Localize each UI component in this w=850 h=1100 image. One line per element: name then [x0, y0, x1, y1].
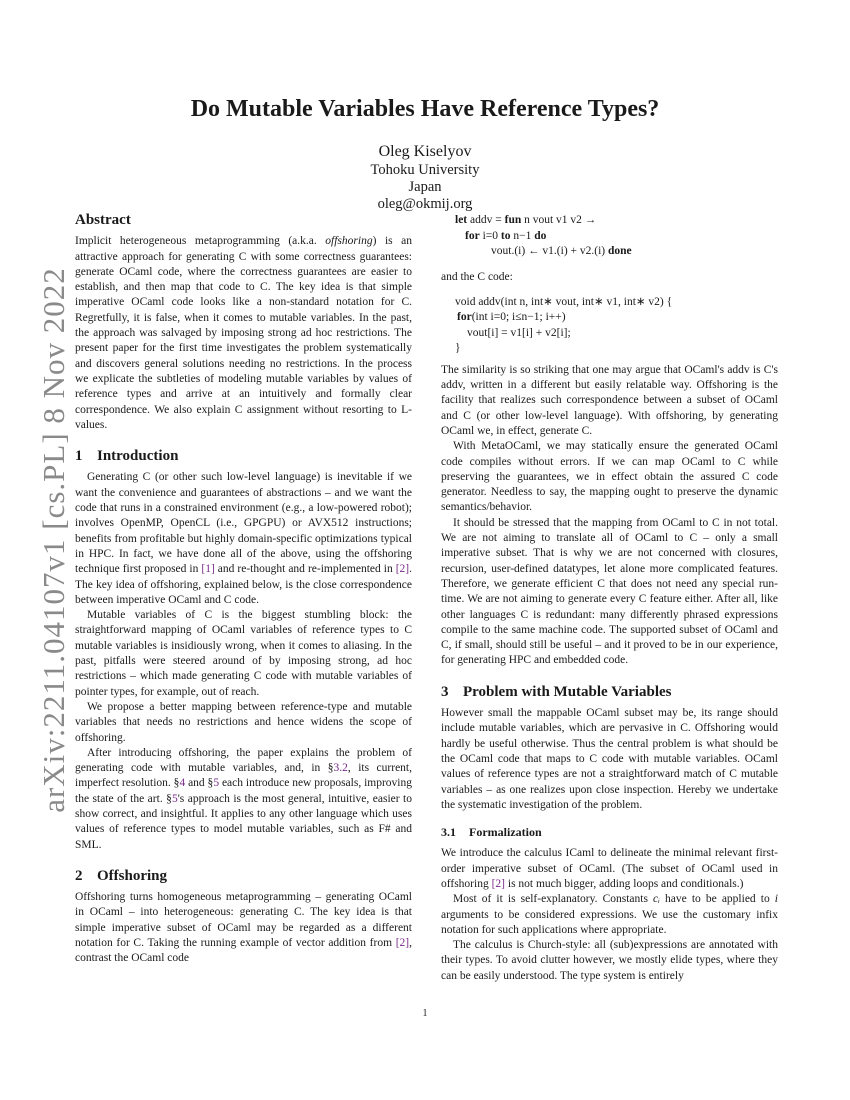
section-1-heading: 1 Introduction: [75, 448, 179, 465]
abstract-heading: Abstract: [75, 212, 131, 228]
intro-paragraph-1: Generating C (or other such low-level language) is inevitable if we want the convenience and guarantees of abstractions – and we want the code that runs in a constrained environment (e.g., a low-powered robot); involves OpenMP, OpenCL (i.e., GPGPU) or AVX512 instructions; benefits from profitable but highly domain-specific optimizations typical in HPC. In fact, we have done all of the above, using the offshoring technique first proposed in [1] and re-thought and re-implemented in [2]. The key idea of offshoring, explained below, is the close correspondence between imperative OCaml and C code.: [75, 471, 412, 606]
c-code-line-2: for(int i=0; i≤n−1; i++): [457, 311, 566, 324]
author-affiliation: Tohoku University: [370, 162, 480, 178]
arxiv-stamp: arXiv:2211.04107v1 [cs.PL] 8 Nov 2022: [36, 267, 71, 813]
page-number: 1: [422, 1008, 428, 1019]
right-column: [441, 213, 778, 984]
offshoring-paragraph-1: Offshoring turns homogeneous metaprogramming – generating OCaml in OCaml – into heterogeneous: generating C. The key idea is that simple imperative subset of OCaml may be regarded as a different notation for C. Taking the running example of vector addition from [2], contrast the OCaml code: [75, 891, 412, 965]
author-email: oleg@okmij.org: [377, 196, 473, 212]
formalization-paragraph-1: We introduce the calculus ICaml to delineate the minimal relevant first-order imperative subset of OCaml. (The subset of OCaml used in offshoring [2] is not much bigger, adding loops and conditionals.): [441, 847, 778, 890]
page-title: Do Mutable Variables Have Reference Types?: [190, 96, 660, 122]
intro-paragraph-4: After introducing offshoring, the paper explains the problem of generating code with mutable variables, and, in §3.2, its current, imperfect resolution. §4 and §5 each introduce new proposals, improving the state of the art. §5's approach is the most general, intuitive, easier to show correct, and insightful. It applies to any other language which uses values of reference types to model mutable variables, such as F# and SML.: [75, 746, 413, 851]
left-column: [75, 213, 412, 967]
section-link-5[interactable]: 5: [213, 777, 220, 790]
formalization-paragraph-3: The calculus is Church-style: all (sub)expressions are annotated with their types. To avoid clutter however, we mostly elide types, where they can be easily understood. The type system is entirely: [441, 939, 778, 982]
and-the-c-code: and the C code:: [441, 270, 513, 283]
ocaml-code-line-2: for i=0 to n−1 do: [465, 229, 547, 242]
section-link-5b[interactable]: 5: [171, 792, 178, 805]
ocaml-code-block: [441, 213, 778, 260]
intro-paragraph-2: Mutable variables of C is the biggest stumbling block: the straightforward mapping of OCaml variables of reference types to C mutable variables is insidiously wrong, when it comes to aliasing. In the past, pitfalls were steered around of by imposing strong, ad hoc restrictions – which made generating C code with mutable variables of pointer types, for example, out of reach.: [75, 609, 412, 698]
abstract-text: Implicit heterogeneous metaprogramming (a.k.a. offshoring) is an attractive approach for generating C with some correctness guarantees: generate OCaml code, where the correctness guarantees are easier to establish, and then map that code to C. The key idea is that simple imperative OCaml code looks like a non-standard notation for C. Regretfully, it is false, when it comes to mutable variables. In the past, the approach was salvaged by imposing strong ad hoc restrictions. The present paper for the first time investigates the problem systematically and discovers general solutions needing no restrictions. In the process we explicate the subtleties of modeling mutable variables by values of reference types and arrive at an intuitively and formally clear correspondence. We also explain C assignment without resorting to L-values.: [75, 235, 413, 431]
intro-paragraph-3: We propose a better mapping between reference-type and mutable variables that needs no restrictions and hence widens the scope of offshoring.: [75, 700, 412, 744]
section-link-3-2[interactable]: 3.2: [333, 762, 348, 775]
section-2-heading: 2 Offshoring: [75, 867, 168, 884]
ocaml-code-line-3: vout.(i) ← v1.(i) + v2.(i) done: [491, 245, 632, 257]
offshoring-paragraph-4: It should be stressed that the mapping from OCaml to C in not total. We are not aiming to translate all of OCaml to C – only a small imperative subset. That is why we are not concerned with closures, recursion, user-defined datatypes, let alone more complicated features. Therefore, we generate efficient C that does not need any special run-time. We are not aiming to generate every C feature either. After all, like other languages C is redundant: many differently phrased expressions compile to the same machine code. The supported subset of OCaml and C, if small, should still be useful – and it proved to be in our experience, for generating HPC and embedded code.: [441, 516, 778, 667]
c-code-block: [441, 295, 778, 357]
citation-link-2b[interactable]: [2]: [395, 937, 410, 950]
citation-link-2c[interactable]: [2]: [491, 878, 505, 890]
offshoring-paragraph-2: The similarity is so striking that one may argue that OCaml's addv is C's addv, written in a different but easily relatable way. Offshoring is the facility that realizes such correspondence between a subset of OCaml and C (or other low-level language). With offshoring, by generating OCaml we, in effect, generate C.: [441, 363, 778, 437]
author-block: [0, 142, 850, 213]
author-name: Oleg Kiselyov: [378, 143, 472, 160]
c-code-line-4: }: [455, 342, 461, 355]
problem-paragraph-1: However small the mappable OCaml subset may be, its range should include mutable variables, which are pervasive in C. Offshoring would hardly be useful otherwise. Thus the central problem is what should be the OCaml code that maps to C code with mutable variables. OCaml values of reference types are not a straightforward match of C mutable variables – as one realizes upon close inspection. Hereby we undertake the systematic investigation of the problem.: [441, 707, 778, 811]
offshoring-paragraph-3: With MetaOCaml, we may statically ensure the generated OCaml code compiles without errors. If we can map OCaml to C while preserving the guarantees, we in effect obtain the assured C code generator. Needless to say, the mapping ought to preserve the dynamic semantics/behavior.: [441, 440, 778, 514]
c-code-line-1: void addv(int n, int∗ vout, int∗ v1, int∗ v2) {: [455, 295, 673, 308]
subsection-3-1-heading: 3.1 Formalization: [441, 825, 542, 840]
author-country: Japan: [408, 179, 442, 195]
c-code-line-3: vout[i] = v1[i] + v2[i];: [467, 326, 571, 339]
citation-link-1[interactable]: [1]: [201, 563, 215, 576]
formalization-paragraph-2: Most of it is self-explanatory. Constants cᵢ have to be applied to i arguments to be considered expressions. We use the customary infix notation for such applications where appropriate.: [441, 893, 778, 936]
citation-link-2[interactable]: [2]: [395, 563, 410, 576]
section-link-4[interactable]: 4: [179, 777, 186, 790]
ocaml-code-line-1: let addv = fun n vout v1 v2 →: [455, 214, 597, 226]
section-3-heading: 3 Problem with Mutable Variables: [441, 683, 672, 700]
